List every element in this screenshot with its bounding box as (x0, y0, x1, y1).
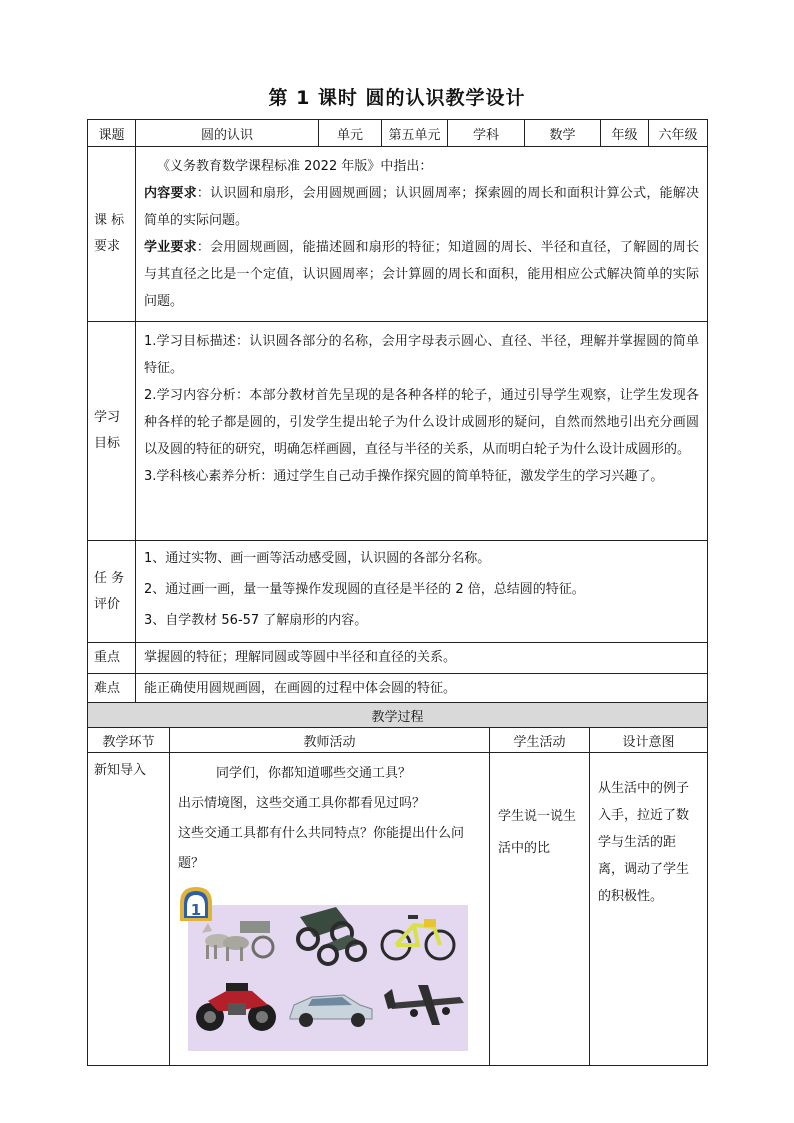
evaluation-item-2: 2、通过画一画，量一量等操作发现圆的直径是半径的 2 倍，总结圆的特征。 (144, 582, 585, 597)
teacher-line-2: 出示情境图，这些交通工具你都看见过吗？ (178, 796, 426, 811)
evaluation-label-line2: 评价 (94, 596, 121, 612)
transport-picture (178, 885, 460, 1035)
figure-number-badge (180, 887, 212, 921)
key-point-label: 重点 (88, 643, 136, 674)
objective-item-2: 2.学习内容分析：本部分教材首先呈现的是各种各样的轮子，通过引导学生观察，让学生发现各种各样的轮子都是圆的，引发学生提出轮子为什么设计成圆形的疑问，自然而然地引出充分画圆以及圆的特征的研究，明确怎样画圆，直径与半径的关系，从而明白轮子为什么设计成圆形的。 (144, 388, 699, 457)
academic-requirement-text: ：会用圆规画圆，能描述圆和扇形的特征；知道圆的周长、半径和直径，了解圆的周长与其直径之比是一个定值，认识圆周率；会计算圆的周长和面积，能用相应公式解决简单的实际问题。 (144, 240, 699, 309)
process-heading: 教学过程 (88, 703, 708, 728)
content-requirement-heading: 内容要求 (144, 186, 197, 201)
stage-cell: 新知导入 (88, 753, 170, 1066)
standards-intro: 《义务教育数学课程标准 2022 年版》中指出： (157, 159, 433, 174)
difficulty-row (88, 674, 708, 705)
academic-requirement-heading: 学业要求 (144, 240, 197, 255)
objectives-label-line1: 学习 (94, 410, 121, 425)
standards-label-line1: 课 标 (94, 213, 125, 228)
col-student-header: 学生活动 (490, 728, 590, 753)
student-activity-cell: 学生说一说生活中的比 (490, 753, 590, 1066)
standards-row (88, 147, 708, 322)
difficulty-label: 难点 (88, 674, 136, 705)
evaluation-content (136, 541, 708, 643)
teacher-activity-cell (170, 753, 490, 1066)
objectives-row (88, 322, 708, 541)
topic-value: 圆的认识 (136, 120, 319, 147)
col-stage-header: 教学环节 (88, 728, 170, 753)
objective-item-1: 1.学习目标描述：认识圆各部分的名称，会用字母表示圆心、直径、半径，理解并掌握圆的简单特征。 (144, 334, 699, 376)
evaluation-item-3: 3、自学教材 56-57 了解扇形的内容。 (144, 613, 368, 628)
col-intent-header: 设计意图 (590, 728, 708, 753)
design-intent-cell: 从生活中的例子入手，拉近了数学与生活的距离，调动了学生的积极性。 (590, 753, 708, 1066)
evaluation-label (88, 541, 136, 643)
figure-number: 1 (190, 901, 202, 919)
evaluation-item-1: 1、通过实物、画一画等活动感受圆，认识圆的各部分名称。 (144, 551, 491, 566)
subject-value: 数学 (525, 120, 601, 147)
objectives-label-line2: 目标 (94, 436, 121, 451)
grade-label: 年级 (601, 120, 649, 147)
topic-label: 课题 (88, 120, 136, 147)
teaching-process-table (87, 702, 708, 1066)
page-title: 第 1 课时 圆的认识教学设计 (268, 87, 526, 109)
process-row-intro (88, 753, 708, 1066)
lesson-info-table (87, 119, 708, 705)
unit-value: 第五单元 (382, 120, 448, 147)
subject-label: 学科 (448, 120, 525, 147)
evaluation-row (88, 541, 708, 643)
difficulty-text: 能正确使用圆规画圆，在画圆的过程中体会圆的特征。 (136, 674, 708, 705)
objective-item-3: 3.学科核心素养分析：通过学生自己动手操作探究圆的简单特征，激发学生的学习兴趣了。 (144, 469, 664, 484)
standards-label-line2: 要求 (94, 239, 121, 254)
objectives-content (136, 322, 708, 541)
unit-label: 单元 (319, 120, 382, 147)
teacher-line-1: 同学们，你都知道哪些交通工具？ (216, 766, 412, 781)
key-point-row (88, 643, 708, 674)
header-row (88, 120, 708, 147)
evaluation-label-line1: 任 务 (94, 570, 125, 586)
col-teacher-header: 教师活动 (170, 728, 490, 753)
teacher-line-3: 这些交通工具都有什么共同特点？你能提出什么问题？ (178, 826, 465, 871)
objectives-label (88, 322, 136, 541)
grade-value: 六年级 (649, 120, 708, 147)
standards-label (88, 147, 136, 322)
standards-content (136, 147, 708, 322)
content-requirement-text: ：认识圆和扇形，会用圆规画圆；认识圆周率；探索圆的周长和面积计算公式，能解决简单的实际问题。 (144, 186, 699, 228)
process-column-headers (88, 728, 708, 753)
key-point-text: 掌握圆的特征；理解同圆或等圆中半径和直径的关系。 (136, 643, 708, 674)
